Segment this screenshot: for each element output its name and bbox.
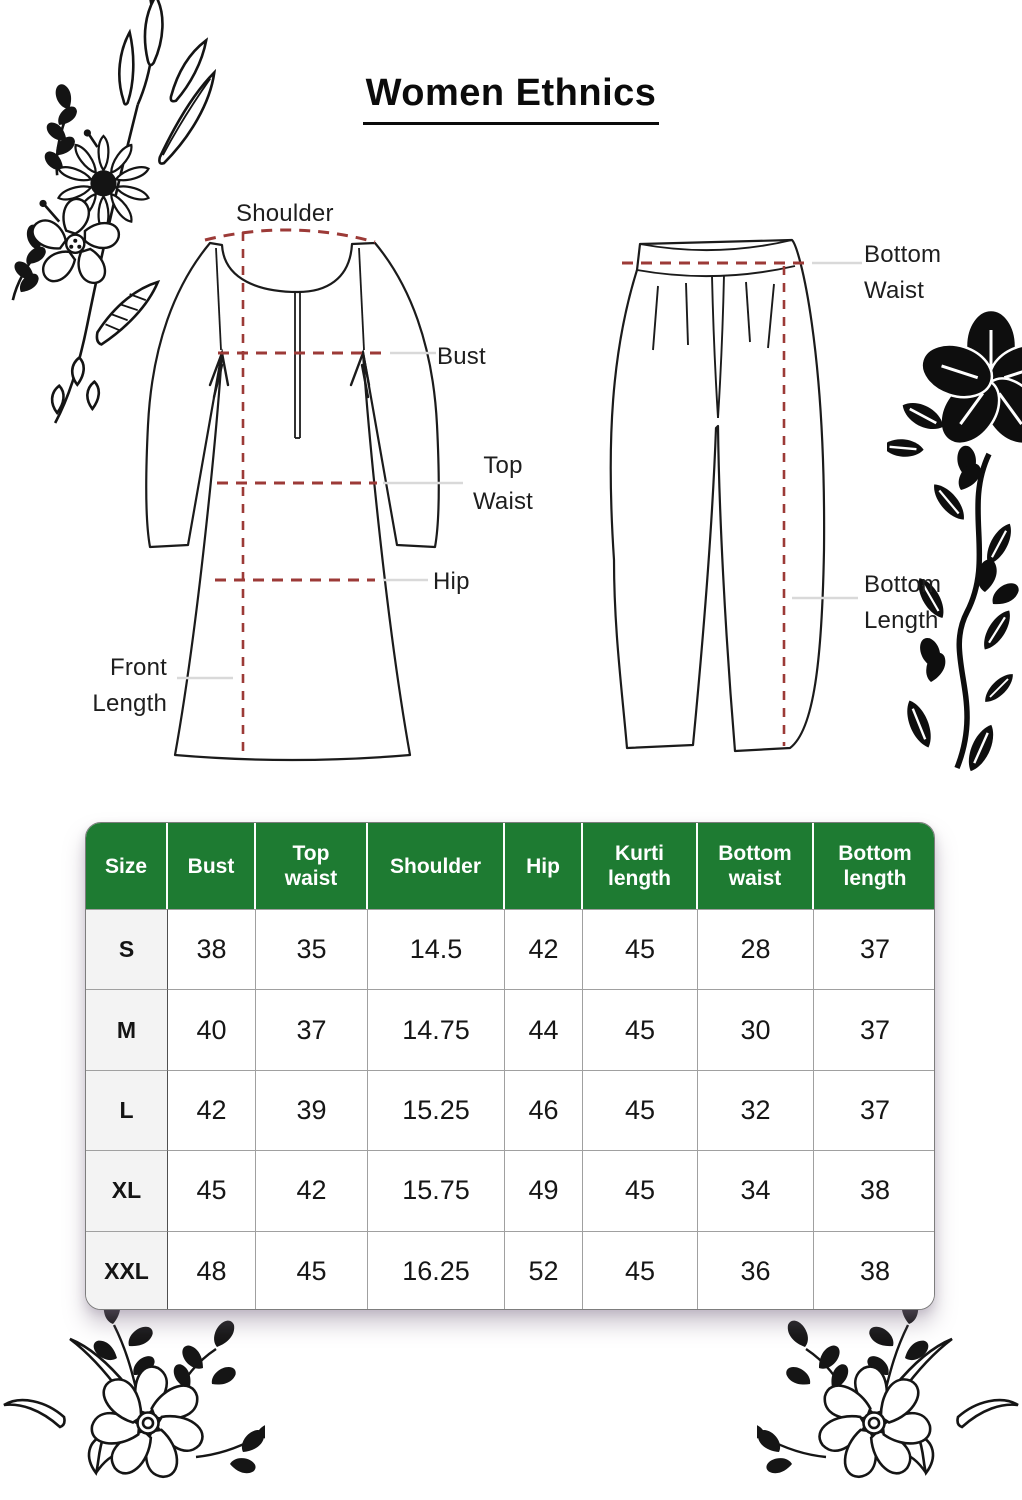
table-cell: 38: [814, 1150, 935, 1230]
table-cell: 36: [698, 1231, 814, 1310]
table-cell: 44: [505, 989, 583, 1069]
column-header-bust: Bust: [168, 823, 256, 909]
table-cell: 52: [505, 1231, 583, 1310]
table-cell: 14.75: [368, 989, 505, 1069]
floral-decoration-bottom-left: [0, 1305, 265, 1500]
table-cell: 32: [698, 1070, 814, 1150]
table-cell: 45: [583, 1231, 698, 1310]
table-cell: 45: [583, 1150, 698, 1230]
table-cell: 46: [505, 1070, 583, 1150]
row-label-xl: XL: [86, 1150, 168, 1230]
table-cell: 38: [168, 909, 256, 989]
front-length-label: Front Length: [92, 654, 167, 717]
column-header-size: Size: [86, 823, 168, 909]
row-label-l: L: [86, 1070, 168, 1150]
table-cell: 42: [168, 1070, 256, 1150]
table-cell: 45: [256, 1231, 368, 1310]
table-cell: 45: [583, 909, 698, 989]
bottom-waist-label: Bottom Waist: [864, 241, 942, 304]
table-cell: 14.5: [368, 909, 505, 989]
table-cell: 34: [698, 1150, 814, 1230]
pants-diagram: [600, 230, 900, 770]
column-header-bottom-length: Bottom length: [814, 823, 935, 909]
table-cell: 39: [256, 1070, 368, 1150]
table-cell: 16.25: [368, 1231, 505, 1310]
table-cell: 48: [168, 1231, 256, 1310]
page-title: Women Ethnics: [0, 72, 1022, 125]
floral-decoration-right: [887, 296, 1022, 786]
column-header-bottom-waist: Bottom waist: [698, 823, 814, 909]
table-cell: 15.75: [368, 1150, 505, 1230]
hip-label: Hip: [433, 568, 470, 595]
table-cell: 35: [256, 909, 368, 989]
bottom-length-label: Bottom Length: [864, 571, 942, 634]
column-header-top-waist: Top waist: [256, 823, 368, 909]
column-header-hip: Hip: [505, 823, 583, 909]
shoulder-label: Shoulder: [236, 200, 334, 227]
table-cell: 45: [583, 989, 698, 1069]
row-label-m: M: [86, 989, 168, 1069]
size-chart-table: [85, 822, 935, 1310]
table-cell: 45: [168, 1150, 256, 1230]
table-cell: 38: [814, 1231, 935, 1310]
row-label-s: S: [86, 909, 168, 989]
table-cell: 37: [814, 989, 935, 1069]
table-cell: 45: [583, 1070, 698, 1150]
table-cell: 49: [505, 1150, 583, 1230]
table-cell: 37: [814, 909, 935, 989]
table-cell: 37: [256, 989, 368, 1069]
table-cell: 42: [256, 1150, 368, 1230]
column-header-kurti-length: Kurti length: [583, 823, 698, 909]
table-cell: 40: [168, 989, 256, 1069]
top-waist-label: Top Waist: [472, 452, 534, 515]
bust-label: Bust: [437, 343, 486, 370]
table-cell: 42: [505, 909, 583, 989]
column-header-shoulder: Shoulder: [368, 823, 505, 909]
floral-decoration-bottom-right: [757, 1305, 1022, 1500]
table-cell: 37: [814, 1070, 935, 1150]
table-cell: 28: [698, 909, 814, 989]
row-label-xxl: XXL: [86, 1231, 168, 1310]
table-cell: 15.25: [368, 1070, 505, 1150]
table-cell: 30: [698, 989, 814, 1069]
